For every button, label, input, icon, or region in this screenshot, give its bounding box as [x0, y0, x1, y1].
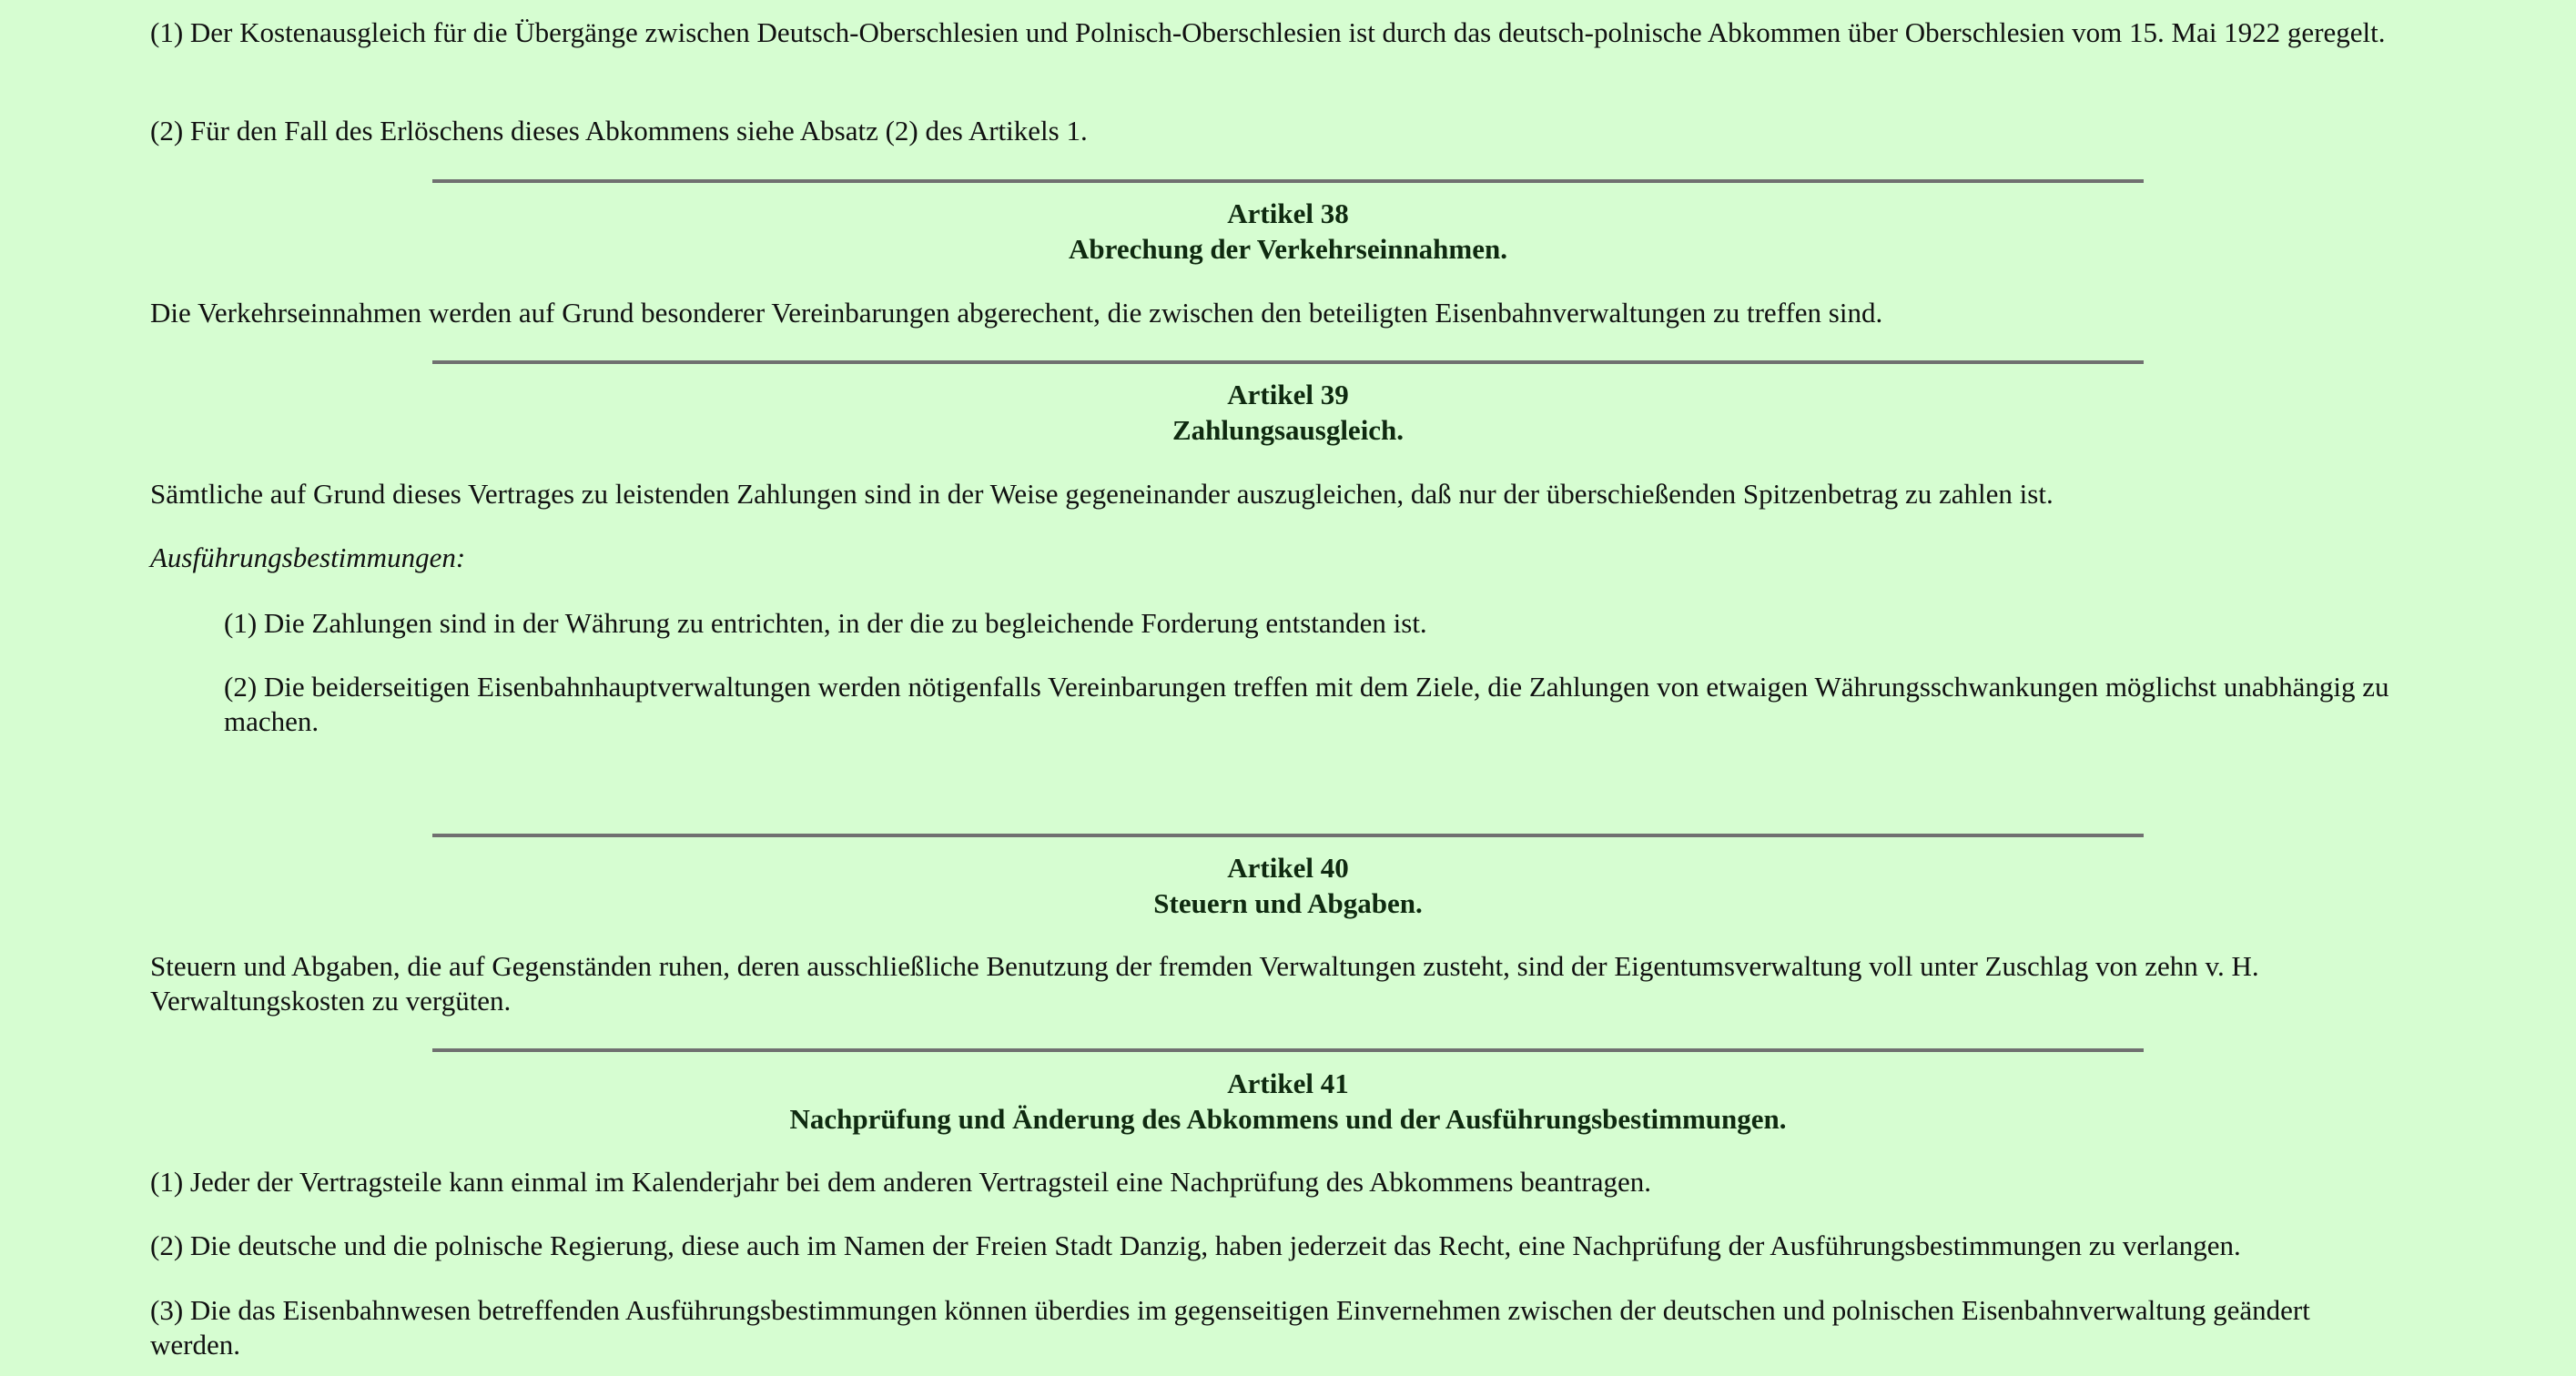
- article-number: Artikel 39: [1227, 379, 1349, 410]
- section-divider: [432, 1048, 2144, 1052]
- ausfuehrungsbestimmung-2: (2) Die beiderseitigen Eisenbahnhauptverwaltungen werden nötigenfalls Vereinbarungen treffen mit dem Ziele, die Zahlungen von etwaigen Währungsschwankungen möglichst unabhängig zu machen.: [224, 671, 2389, 737]
- article-41-heading: [432, 1066, 2144, 1137]
- article-title: Steuern und Abgaben.: [1153, 887, 1423, 919]
- article-40-heading: [432, 850, 2144, 921]
- article-number: Artikel 38: [1227, 197, 1349, 229]
- article-38-heading: [432, 196, 2144, 267]
- paragraph-kostenausgleich-2: (2) Für den Fall des Erlöschens dieses Abkommens siehe Absatz (2) des Artikels 1.: [150, 115, 1088, 147]
- article-title: Abrechung der Verkehrseinnahmen.: [1069, 233, 1507, 265]
- article-number: Artikel 40: [1227, 852, 1349, 884]
- section-divider: [432, 834, 2144, 837]
- article-title: Nachprüfung und Änderung des Abkommens und der Ausführungsbestimmungen.: [789, 1103, 1787, 1135]
- article-number: Artikel 41: [1227, 1067, 1349, 1099]
- ausfuehrungsbestimmungen-heading: Ausführungsbestimmungen:: [150, 541, 466, 573]
- article-title: Zahlungsausgleich.: [1171, 414, 1405, 446]
- paragraph-nachpruefung-1: (1) Jeder der Vertragsteile kann einmal im Kalenderjahr bei dem anderen Vertragsteil eine Nachprüfung des Abkommens beantragen.: [150, 1166, 1651, 1198]
- paragraph-kostenausgleich-1: (1) Der Kostenausgleich für die Übergänge zwischen Deutsch-Oberschlesien und Polnisch-Oberschlesien ist durch das deutsch-polnische Abkommen über Oberschlesien vom 15. Mai 1922 geregelt.: [150, 16, 2386, 48]
- ausfuehrungsbestimmung-1: (1) Die Zahlungen sind in der Währung zu entrichten, in der die zu begleichende Forderung entstanden ist.: [224, 607, 1427, 639]
- paragraph-zahlungsausgleich: Sämtliche auf Grund dieses Vertrages zu leistenden Zahlungen sind in der Weise gegeneinander auszugleichen, daß nur der überschießenden Spitzenbetrag zu zahlen ist.: [150, 478, 2054, 510]
- paragraph-steuern-abgaben: Steuern und Abgaben, die auf Gegenständen ruhen, deren ausschließliche Benutzung der fremden Verwaltungen zusteht, sind der Eigentumsverwaltung voll unter Zuschlag von zehn v. H. Verwaltungskosten zu vergüten.: [150, 950, 2259, 1017]
- paragraph-nachpruefung-2: (2) Die deutsche und die polnische Regierung, diese auch im Namen der Freien Stadt Danzig, haben jederzeit das Recht, eine Nachprüfung der Ausführungsbestimmungen zu verlangen.: [150, 1229, 2241, 1261]
- section-divider: [432, 360, 2144, 364]
- section-divider: [432, 179, 2144, 183]
- article-39-heading: [432, 377, 2144, 448]
- paragraph-verkehrseinnahmen: Die Verkehrseinnahmen werden auf Grund besonderer Vereinbarungen abgerechent, die zwischen den beteiligten Eisenbahnverwaltungen zu treffen sind.: [150, 297, 1883, 329]
- paragraph-nachpruefung-3: (3) Die das Eisenbahnwesen betreffenden Ausführungsbestimmungen können überdies im gegenseitigen Einvernehmen zwischen der deutschen und polnischen Eisenbahnverwaltung geändert werden.: [150, 1294, 2310, 1361]
